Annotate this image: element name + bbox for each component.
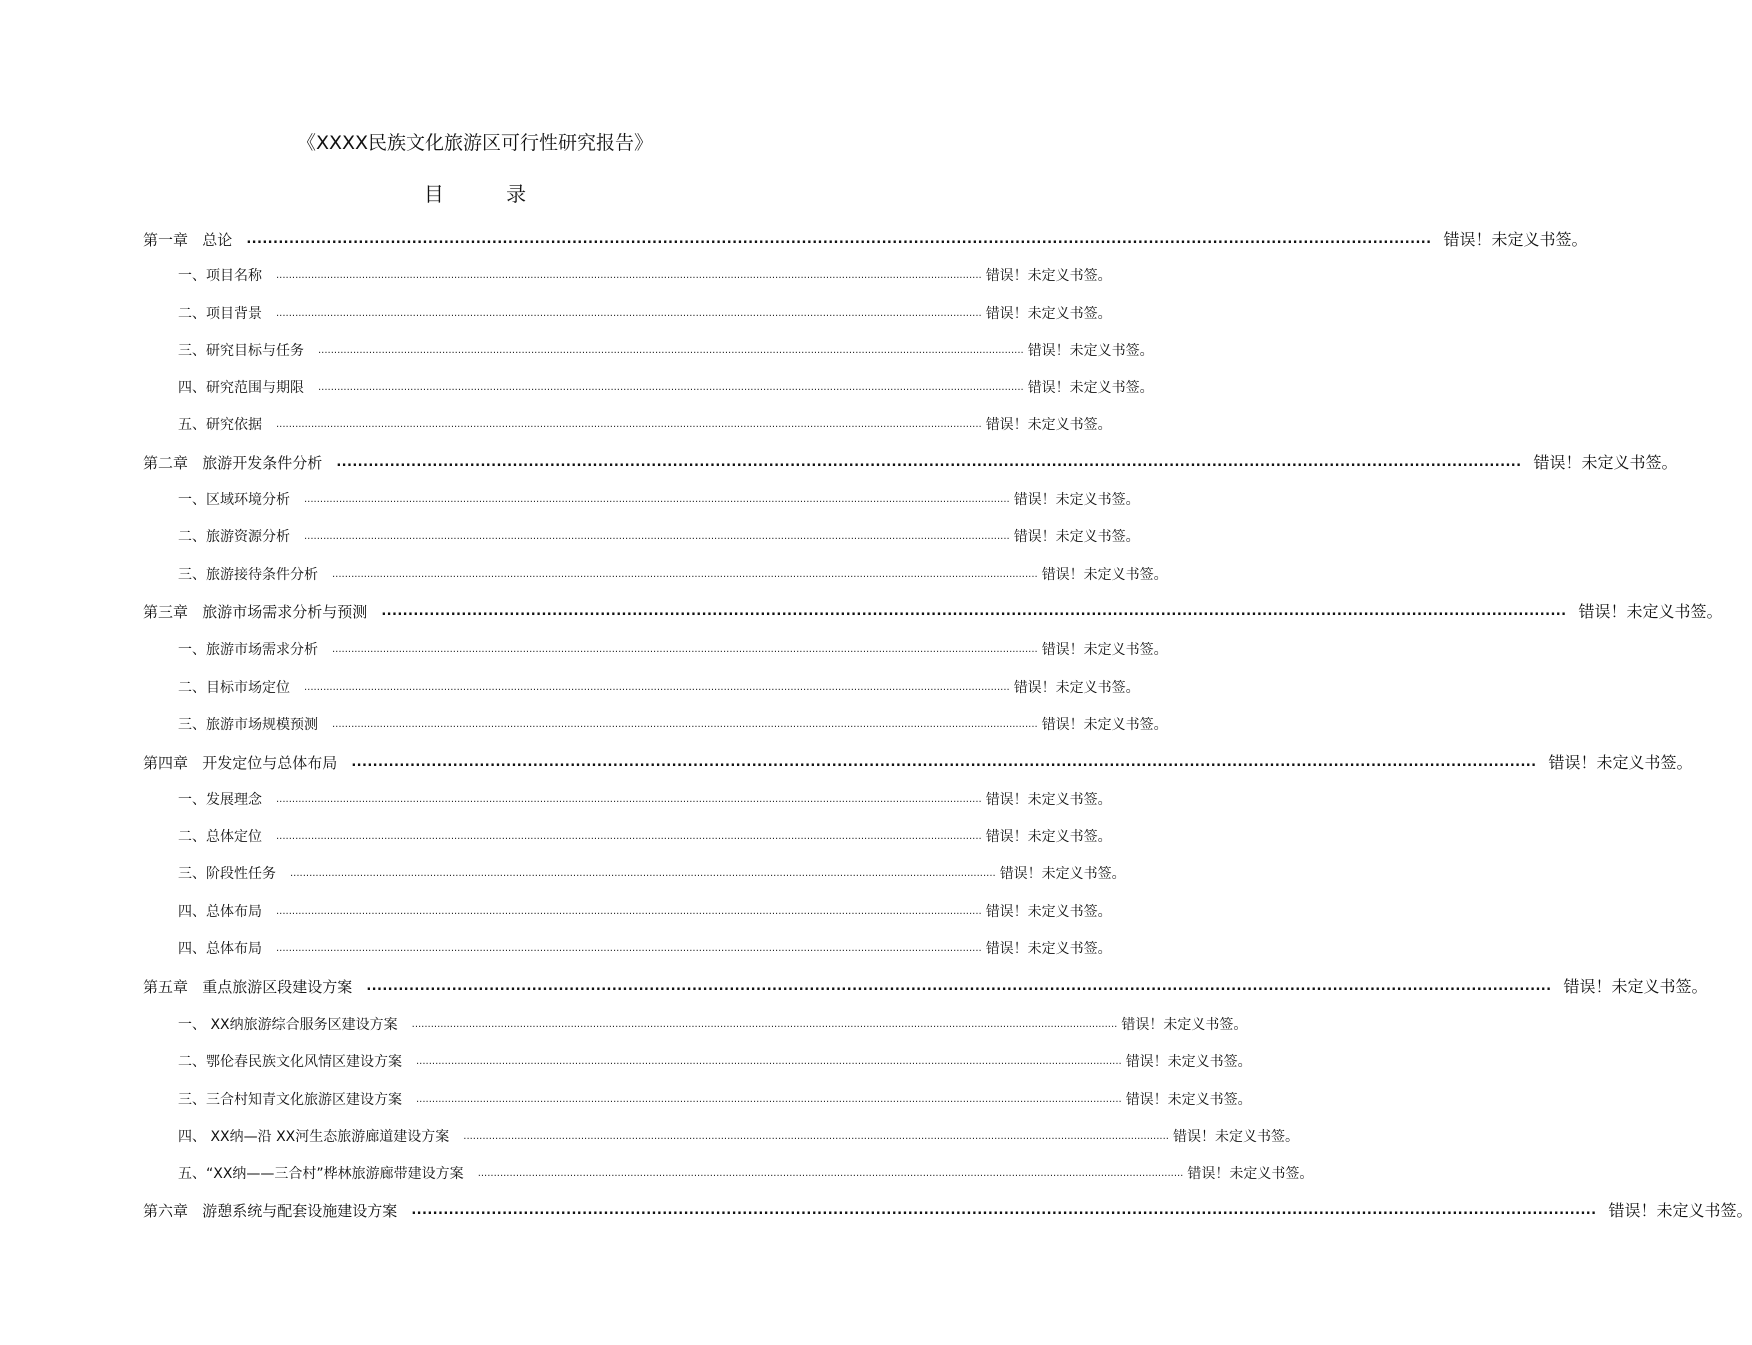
toc-entry-label: 第五章 重点旅游区段建设方案: [143, 978, 353, 996]
toc-chapter-entry[interactable]: [143, 973, 1708, 997]
toc-leader-dots: ..............................................................................................................................................................................................................................: [416, 1056, 1122, 1067]
toc-leader-dots: ..............................................................................................................................................................................................................................: [336, 455, 1522, 470]
toc-section-entry[interactable]: [178, 1011, 1248, 1035]
toc-entry-label: 三、研究目标与任务: [178, 343, 304, 359]
toc-page-reference: 错误！未定义书签。: [1563, 977, 1708, 996]
toc-leader-dots: ..............................................................................................................................................................................................................................: [351, 755, 1537, 770]
toc-section-entry[interactable]: [178, 823, 1112, 847]
toc-entry-label: 一、旅游市场需求分析: [178, 642, 318, 658]
toc-section-entry[interactable]: [178, 711, 1168, 735]
toc-entry-label: 二、项目背景: [178, 306, 262, 322]
toc-page-reference: 错误！未定义书签。: [1027, 343, 1154, 359]
toc-leader-dots: ..............................................................................................................................................................................................................................: [304, 494, 1010, 505]
toc-entry-label: 二、旅游资源分析: [178, 529, 290, 545]
toc-leader-dots: ..............................................................................................................................................................................................................................: [332, 719, 1038, 730]
toc-page-reference: 错误！未定义书签。: [985, 792, 1112, 808]
toc-section-entry[interactable]: [178, 1086, 1252, 1110]
toc-entry-label: 二、总体定位: [178, 829, 262, 845]
toc-entry-label: 一、项目名称: [178, 268, 262, 284]
toc-section-entry[interactable]: [178, 411, 1112, 435]
toc-chapter-entry[interactable]: [143, 749, 1693, 773]
toc-page-reference: 错误！未定义书签。: [1013, 680, 1140, 696]
toc-leader-dots: ..............................................................................................................................................................................................................................: [304, 682, 1010, 693]
toc-section-entry[interactable]: [178, 486, 1140, 510]
toc-leader-dots: ..............................................................................................................................................................................................................................: [381, 604, 1567, 619]
toc-page-reference: 错误！未定义书签。: [1548, 753, 1693, 772]
toc-entry-label: 四、 XX纳—沿 XX河生态旅游廊道建设方案: [178, 1129, 450, 1145]
toc-leader-dots: ..............................................................................................................................................................................................................................: [318, 382, 1024, 393]
toc-heading: 目 录: [423, 182, 555, 206]
toc-leader-dots: ..............................................................................................................................................................................................................................: [276, 419, 982, 430]
toc-section-entry[interactable]: [178, 636, 1168, 660]
toc-leader-dots: ..............................................................................................................................................................................................................................: [411, 1203, 1597, 1218]
toc-entry-label: 三、阶段性任务: [178, 866, 276, 882]
toc-leader-dots: ..............................................................................................................................................................................................................................: [477, 1168, 1184, 1179]
toc-leader-dots: ..............................................................................................................................................................................................................................: [366, 979, 1552, 994]
toc-page-reference: 错误！未定义书签。: [1125, 1092, 1252, 1108]
toc-section-entry[interactable]: [178, 374, 1154, 398]
toc-entry-label: 三、旅游市场规模预测: [178, 717, 318, 733]
toc-page-reference: 错误！未定义书签。: [985, 268, 1112, 284]
toc-section-entry[interactable]: [178, 786, 1112, 810]
toc-section-entry[interactable]: [178, 860, 1126, 884]
toc-chapter-entry[interactable]: [143, 1197, 1752, 1221]
toc-leader-dots: ..............................................................................................................................................................................................................................: [276, 943, 982, 954]
toc-page-reference: 错误！未定义书签。: [985, 306, 1112, 322]
toc-entry-label: 四、总体布局: [178, 904, 262, 920]
toc-chapter-entry[interactable]: [143, 226, 1588, 250]
toc-entry-label: 三、旅游接待条件分析: [178, 567, 318, 583]
toc-page-reference: 错误！未定义书签。: [1125, 1054, 1252, 1070]
toc-leader-dots: ..............................................................................................................................................................................................................................: [332, 644, 1038, 655]
toc-page-reference: 错误！未定义书签。: [985, 829, 1112, 845]
toc-page-reference: 错误！未定义书签。: [985, 941, 1112, 957]
toc-entry-label: 四、研究范围与期限: [178, 380, 304, 396]
toc-page-reference: 错误！未定义书签。: [1533, 453, 1678, 472]
toc-section-entry[interactable]: [178, 1048, 1252, 1072]
toc-leader-dots: ..............................................................................................................................................................................................................................: [276, 270, 982, 281]
toc-section-entry[interactable]: [178, 1160, 1314, 1184]
toc-page-reference: 错误！未定义书签。: [985, 904, 1112, 920]
toc-page-reference: 错误！未定义书签。: [1041, 717, 1168, 733]
toc-entry-label: 五、研究依据: [178, 417, 262, 433]
toc-entry-label: 五、“XX纳——三合村”桦林旅游廊带建设方案: [178, 1166, 464, 1182]
toc-entry-label: 四、总体布局: [178, 941, 262, 957]
toc-leader-dots: ..............................................................................................................................................................................................................................: [416, 1094, 1122, 1105]
toc-chapter-entry[interactable]: [143, 598, 1723, 622]
toc-leader-dots: ..............................................................................................................................................................................................................................: [276, 794, 982, 805]
toc-entry-label: 一、 XX纳旅游综合服务区建设方案: [178, 1017, 398, 1033]
toc-chapter-entry[interactable]: [143, 449, 1678, 473]
toc-entry-label: 二、鄂伦春民族文化风情区建设方案: [178, 1054, 402, 1070]
toc-section-entry[interactable]: [178, 935, 1112, 959]
toc-entry-label: 三、三合村知青文化旅游区建设方案: [178, 1092, 402, 1108]
toc-page-reference: 错误！未定义书签。: [1027, 380, 1154, 396]
toc-page-reference: 错误！未定义书签。: [1443, 230, 1588, 249]
toc-leader-dots: ..............................................................................................................................................................................................................................: [332, 569, 1038, 580]
toc-page-reference: 错误！未定义书签。: [1187, 1166, 1314, 1182]
toc-page-reference: 错误！未定义书签。: [1172, 1129, 1299, 1145]
toc-section-entry[interactable]: [178, 300, 1112, 324]
toc-entry-label: 二、目标市场定位: [178, 680, 290, 696]
toc-entry-label: 第六章 游憩系统与配套设施建设方案: [143, 1202, 398, 1220]
toc-leader-dots: ..............................................................................................................................................................................................................................: [411, 1019, 1118, 1030]
toc-section-entry[interactable]: [178, 262, 1112, 286]
toc-page-reference: 错误！未定义书签。: [1578, 602, 1723, 621]
document-title: 《XXXX民族文化旅游区可行性研究报告》: [296, 132, 654, 154]
toc-page-reference: 错误！未定义书签。: [1013, 492, 1140, 508]
toc-page-reference: 错误！未定义书签。: [1041, 567, 1168, 583]
toc-page-reference: 错误！未定义书签。: [1041, 642, 1168, 658]
toc-section-entry[interactable]: [178, 898, 1112, 922]
toc-leader-dots: ..............................................................................................................................................................................................................................: [246, 232, 1432, 247]
toc-page-reference: 错误！未定义书签。: [985, 417, 1112, 433]
toc-entry-label: 第二章 旅游开发条件分析: [143, 454, 323, 472]
toc-leader-dots: ..............................................................................................................................................................................................................................: [318, 345, 1024, 356]
toc-leader-dots: ..............................................................................................................................................................................................................................: [463, 1131, 1169, 1142]
toc-leader-dots: ..............................................................................................................................................................................................................................: [304, 531, 1010, 542]
toc-section-entry[interactable]: [178, 337, 1154, 361]
toc-page-reference: 错误！未定义书签。: [999, 866, 1126, 882]
toc-leader-dots: ..............................................................................................................................................................................................................................: [290, 868, 996, 879]
toc-leader-dots: ..............................................................................................................................................................................................................................: [276, 308, 982, 319]
toc-page-reference: 错误！未定义书签。: [1013, 529, 1140, 545]
toc-section-entry[interactable]: [178, 561, 1168, 585]
toc-page-reference: 错误！未定义书签。: [1121, 1017, 1248, 1033]
toc-entry-label: 一、发展理念: [178, 792, 262, 808]
toc-section-entry[interactable]: [178, 1123, 1299, 1147]
toc-entry-label: 第四章 开发定位与总体布局: [143, 754, 338, 772]
toc-entry-label: 一、区域环境分析: [178, 492, 290, 508]
toc-leader-dots: ..............................................................................................................................................................................................................................: [276, 831, 982, 842]
toc-page-reference: 错误！未定义书签。: [1608, 1201, 1752, 1220]
toc-section-entry[interactable]: [178, 674, 1140, 698]
toc-leader-dots: ..............................................................................................................................................................................................................................: [276, 906, 982, 917]
toc-section-entry[interactable]: [178, 523, 1140, 547]
toc-entry-label: 第三章 旅游市场需求分析与预测: [143, 603, 368, 621]
toc-entry-label: 第一章 总论: [143, 231, 233, 249]
